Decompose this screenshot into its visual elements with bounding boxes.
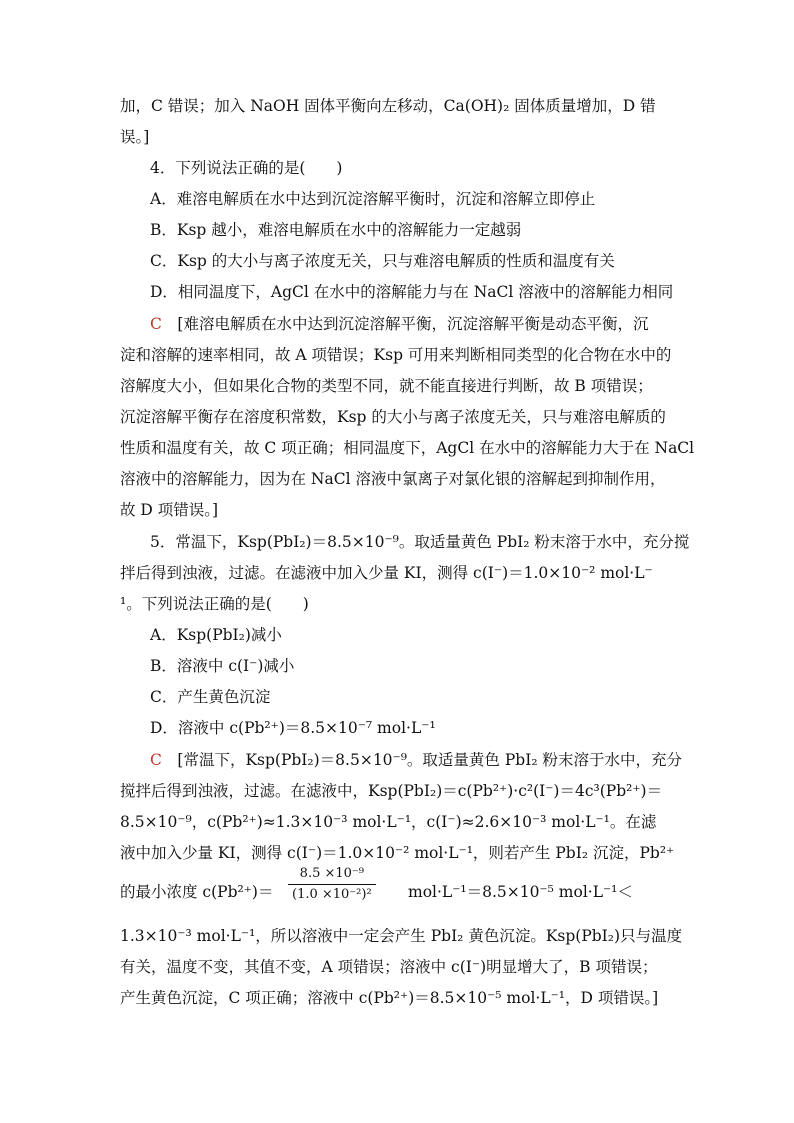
- option-c: C．产生黄色沉淀: [150, 688, 271, 706]
- text-line: ¹。下列说法正确的是( ): [120, 595, 309, 613]
- answer-label: C: [150, 751, 162, 769]
- text-line: 淀和溶解的速率相同，故 A 项错误；Ksp 可用来判断相同类型的化合物在水中的: [120, 346, 672, 364]
- fraction-bar: [288, 884, 376, 885]
- text-line: 有关，温度不变，其值不变，A 项错误；溶液中 c(I⁻)明显增大了，B 项错误；: [120, 958, 658, 976]
- answer-label: C: [150, 315, 162, 333]
- answer-line: [150, 314, 648, 334]
- formula-prefix: 的最小浓度 c(Pb²⁺)＝: [120, 883, 274, 901]
- text-line: 1.3×10⁻³ mol·L⁻¹，所以溶液中一定会产生 PbI₂ 黄色沉淀。Ksp(PbI₂)只与温度: [120, 927, 683, 945]
- text-line: 沉淀溶解平衡存在溶度积常数，Ksp 的大小与离子浓度无关，只与难溶电解质的: [120, 408, 666, 426]
- text-line: 拌后得到浊液，过滤。在滤液中加入少量 KI，测得 c(I⁻)＝1.0×10⁻² mol·L⁻: [120, 564, 653, 582]
- option-a: A．Ksp(PbI₂)减小: [150, 626, 282, 644]
- explanation-text: [难溶电解质在水中达到沉淀溶解平衡，沉淀溶解平衡是动态平衡，沉: [177, 315, 649, 333]
- option-d: D．溶液中 c(Pb²⁺)＝8.5×10⁻⁷ mol·L⁻¹: [150, 719, 436, 737]
- text-line: 8.5×10⁻⁹，c(Pb²⁺)≈1.3×10⁻³ mol·L⁻¹，c(I⁻)≈2.6×10⁻³ mol·L⁻¹。在滤: [120, 813, 657, 831]
- fraction-numerator: 8.5 ×10⁻⁹: [299, 866, 364, 881]
- option-b: B．Ksp 越小，难溶电解质在水中的溶解能力一定越弱: [150, 221, 522, 239]
- text-line: 液中加入少量 KI，测得 c(I⁻)＝1.0×10⁻² mol·L⁻¹，则若产生 PbI₂ 沉淀，Pb²⁺: [120, 844, 675, 862]
- text-line: 故 D 项错误。]: [120, 501, 219, 519]
- text-line: 误。]: [120, 128, 150, 146]
- text-line: 加，C 错误；加入 NaOH 固体平衡向左移动，Ca(OH)₂ 固体质量增加，D 错: [120, 97, 656, 115]
- question-4-stem: 4．下列说法正确的是( ): [150, 159, 343, 177]
- fraction-denominator: (1.0 ×10⁻²)²: [292, 887, 372, 902]
- text-line: 性质和温度有关，故 C 项正确；相同温度下，AgCl 在水中的溶解能力大于在 NaCl: [120, 439, 695, 457]
- answer-line: [150, 750, 682, 770]
- text-line: 搅拌后得到浊液，过滤。在滤液中，Ksp(PbI₂)＝c(Pb²⁺)·c²(I⁻)＝4c³(Pb²⁺)＝: [120, 782, 663, 800]
- option-a: A．难溶电解质在水中达到沉淀溶解平衡时，沉淀和溶解立即停止: [150, 190, 596, 208]
- text-line: 溶解度大小，但如果化合物的类型不同，就不能直接进行判断，故 B 项错误；: [120, 377, 653, 395]
- option-b: B．溶液中 c(I⁻)减小: [150, 657, 295, 675]
- text-line: 溶液中的溶解能力，因为在 NaCl 溶液中氯离子对氯化银的溶解起到抑制作用，: [120, 470, 666, 488]
- explanation-text: [常温下，Ksp(PbI₂)＝8.5×10⁻⁹。取适量黄色 PbI₂ 粉末溶于水中，充分: [177, 751, 682, 769]
- question-5-stem: 5．常温下，Ksp(PbI₂)＝8.5×10⁻⁹。取适量黄色 PbI₂ 粉末溶于水中，充分搅: [150, 533, 690, 551]
- option-c: C．Ksp 的大小与离子浓度无关，只与难溶电解质的性质和温度有关: [150, 252, 615, 270]
- text-line: 产生黄色沉淀，C 项正确；溶液中 c(Pb²⁺)＝8.5×10⁻⁵ mol·L⁻¹，D 项错误。]: [120, 989, 659, 1007]
- fraction: [288, 866, 376, 902]
- formula-suffix: mol·L⁻¹＝8.5×10⁻⁵ mol·L⁻¹＜: [408, 883, 633, 901]
- option-d: D．相同温度下，AgCl 在水中的溶解能力与在 NaCl 溶液中的溶解能力相同: [150, 283, 674, 301]
